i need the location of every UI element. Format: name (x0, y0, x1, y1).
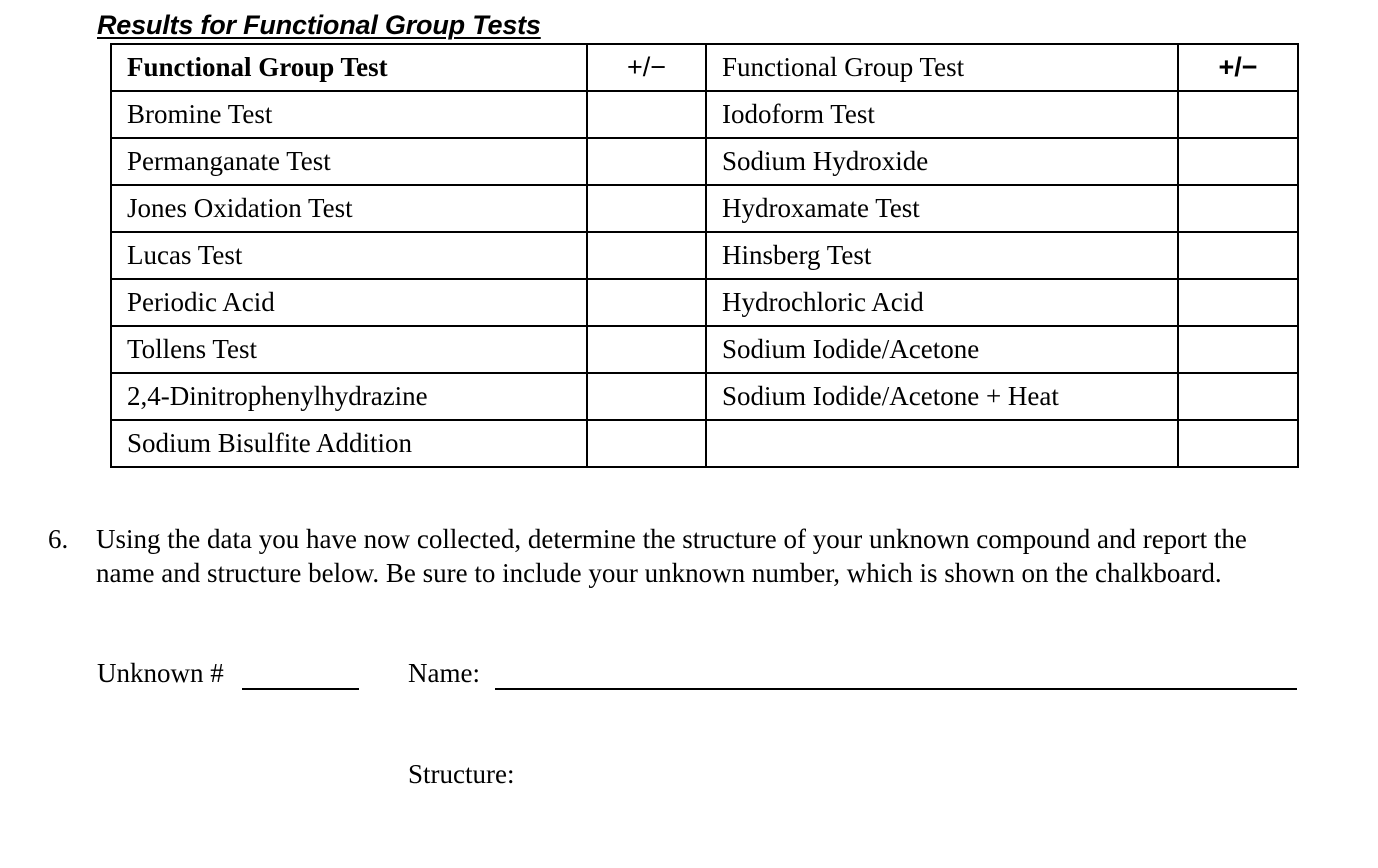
right-test-name (706, 420, 1178, 467)
right-result-cell[interactable] (1178, 91, 1298, 138)
header-right-test: Functional Group Test (706, 44, 1178, 91)
left-result-cell[interactable] (587, 373, 706, 420)
right-test-name: Hydrochloric Acid (706, 279, 1178, 326)
table-row (111, 326, 1298, 373)
structure-label: Structure: (408, 759, 515, 789)
table-row (111, 138, 1298, 185)
unknown-number-label: Unknown # (97, 658, 224, 688)
left-result-cell[interactable] (587, 326, 706, 373)
right-test-name: Hinsberg Test (706, 232, 1178, 279)
header-left-sign: +/− (587, 44, 706, 91)
left-test-name: Periodic Acid (111, 279, 587, 326)
table-row (111, 279, 1298, 326)
left-test-name: Jones Oxidation Test (111, 185, 587, 232)
table-row (111, 420, 1298, 467)
table-header-row (111, 44, 1298, 91)
left-result-cell[interactable] (587, 138, 706, 185)
right-test-name: Sodium Iodide/Acetone (706, 326, 1178, 373)
table-row (111, 232, 1298, 279)
question-text: Using the data you have now collected, determine the structure of your unknown compound and report the name and structure below. Be sure to include your unknown number, which is shown on the chalkboard. (96, 524, 1247, 588)
name-label: Name: (408, 658, 480, 688)
right-result-cell[interactable] (1178, 138, 1298, 185)
left-result-cell[interactable] (587, 232, 706, 279)
left-result-cell[interactable] (587, 420, 706, 467)
left-test-name: Lucas Test (111, 232, 587, 279)
left-test-name: 2,4-Dinitrophenylhydrazine (111, 373, 587, 420)
header-left-test: Functional Group Test (111, 44, 587, 91)
results-table (110, 43, 1299, 468)
question-number: 6. (48, 524, 69, 554)
right-test-name: Sodium Iodide/Acetone + Heat (706, 373, 1178, 420)
right-result-cell[interactable] (1178, 185, 1298, 232)
left-test-name: Tollens Test (111, 326, 587, 373)
section-heading: Results for Functional Group Tests (97, 10, 541, 40)
left-result-cell[interactable] (587, 185, 706, 232)
right-test-name: Hydroxamate Test (706, 185, 1178, 232)
right-result-cell[interactable] (1178, 373, 1298, 420)
question-6 (48, 522, 1278, 590)
table-row (111, 373, 1298, 420)
header-right-sign: +/− (1178, 44, 1298, 91)
right-result-cell[interactable] (1178, 279, 1298, 326)
left-test-name: Bromine Test (111, 91, 587, 138)
name-blank[interactable] (495, 688, 1297, 690)
right-result-cell[interactable] (1178, 326, 1298, 373)
right-result-cell[interactable] (1178, 420, 1298, 467)
right-test-name: Sodium Hydroxide (706, 138, 1178, 185)
left-result-cell[interactable] (587, 91, 706, 138)
right-test-name: Iodoform Test (706, 91, 1178, 138)
left-test-name: Permanganate Test (111, 138, 587, 185)
table-row (111, 185, 1298, 232)
right-result-cell[interactable] (1178, 232, 1298, 279)
left-test-name: Sodium Bisulfite Addition (111, 420, 587, 467)
unknown-number-blank[interactable] (242, 688, 359, 690)
left-result-cell[interactable] (587, 279, 706, 326)
table-row (111, 91, 1298, 138)
